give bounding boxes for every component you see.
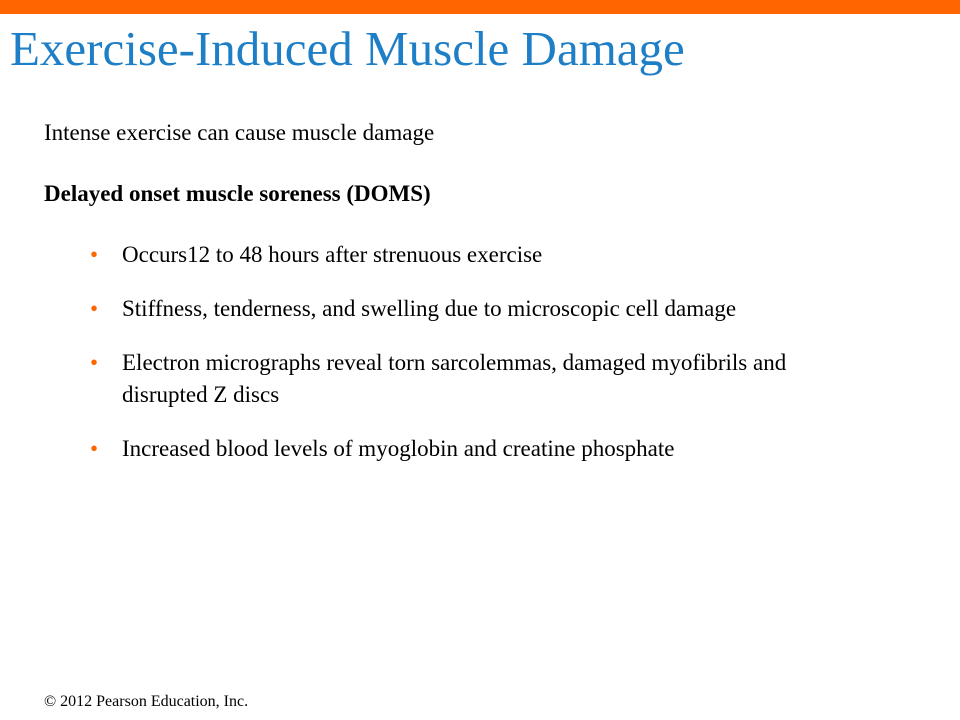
bullet-dot-icon: • xyxy=(90,436,99,461)
bullet-dot-icon: • xyxy=(90,242,99,267)
bullet-text: Increased blood levels of myoglobin and creatine phosphate xyxy=(122,436,675,461)
bullet-item-blood-levels xyxy=(88,433,848,465)
bullet-text: Occurs12 to 48 hours after strenuous exercise xyxy=(122,242,543,267)
intro-text: Intense exercise can cause muscle damage xyxy=(44,120,435,145)
bullet-item-micrographs xyxy=(88,347,848,411)
bullet-list xyxy=(88,239,848,487)
top-accent-bar xyxy=(0,0,960,14)
bullet-item-timing xyxy=(88,239,848,271)
bullet-text: Electron micrographs reveal torn sarcolemmas, damaged myofibrils and disrupted Z discs xyxy=(122,350,787,407)
slide-title: Exercise-Induced Muscle Damage xyxy=(10,21,685,76)
bullet-dot-icon: • xyxy=(90,296,99,321)
copyright-footer: © 2012 Pearson Education, Inc. xyxy=(44,693,249,710)
bullet-text: Stiffness, tenderness, and swelling due to microscopic cell damage xyxy=(122,296,737,321)
section-heading: Delayed onset muscle soreness (DOMS) xyxy=(44,181,431,206)
bullet-dot-icon: • xyxy=(90,350,99,375)
bullet-item-symptoms xyxy=(88,293,848,325)
